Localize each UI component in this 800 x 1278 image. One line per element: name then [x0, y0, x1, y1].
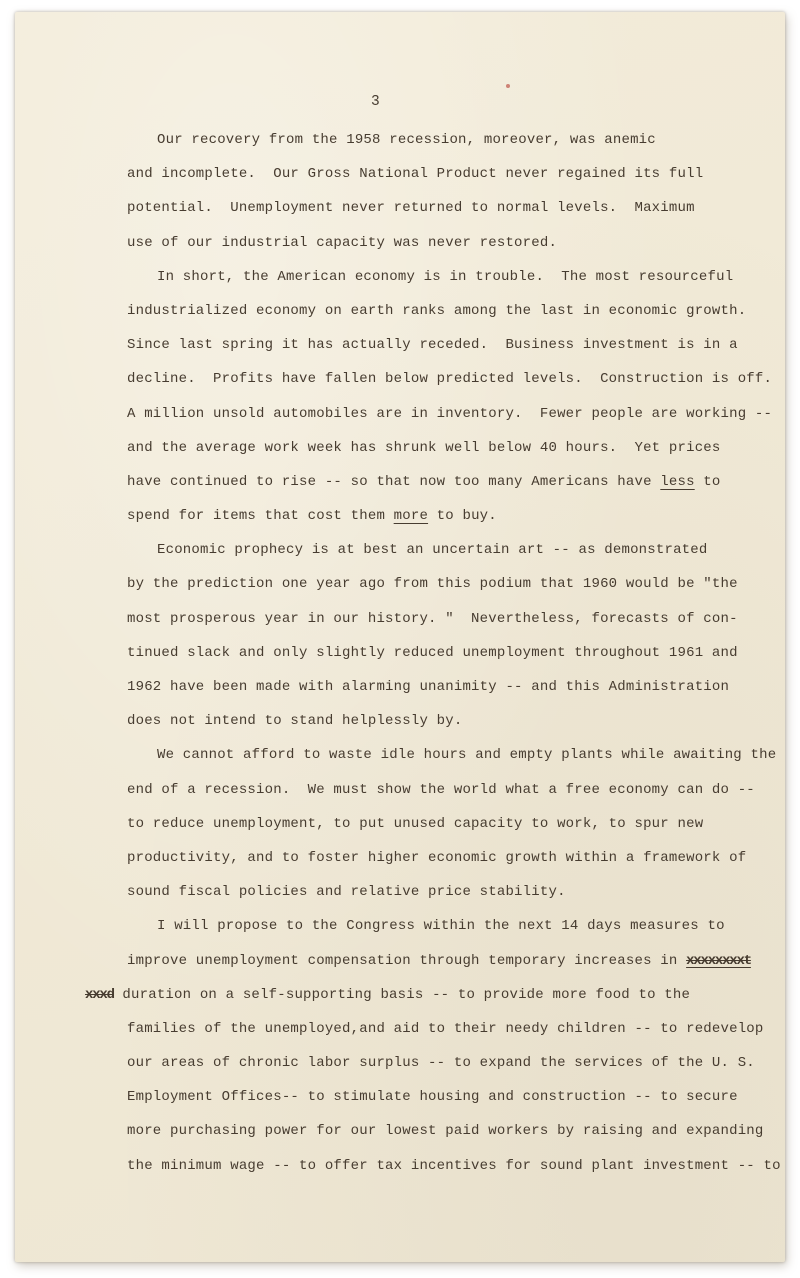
text-segment-overstrike: xxxd	[85, 986, 114, 1003]
text-segment: industrialized economy on earth ranks among the last in economic growth.	[127, 302, 747, 319]
text-segment: A million unsold automobiles are in inventory. Fewer people are working --	[127, 405, 773, 422]
text-line	[127, 191, 775, 225]
text-segment: and the average work week has shrunk well below 40 hours. Yet prices	[127, 439, 721, 456]
text-line	[85, 978, 775, 1012]
text-segment: potential. Unemployment never returned to normal levels. Maximum	[127, 200, 695, 217]
scanned-document-page	[15, 12, 785, 1262]
text-line	[127, 1080, 775, 1114]
text-line	[127, 909, 775, 943]
text-segment: We cannot afford to waste idle hours and empty plants while awaiting the	[157, 747, 777, 764]
text-segment: does not intend to stand helplessly by.	[127, 713, 463, 730]
text-segment: decline. Profits have fallen below predicted levels. Construction is off.	[127, 371, 773, 388]
text-segment: end of a recession. We must show the world what a free economy can do --	[127, 781, 755, 798]
page-number: 3	[371, 94, 380, 110]
text-segment: Employment Offices-- to stimulate housing and construction -- to secure	[127, 1089, 738, 1106]
text-line	[127, 636, 775, 670]
text-line	[127, 123, 775, 157]
text-line	[127, 602, 775, 636]
text-line	[127, 465, 775, 499]
text-segment: families of the unemployed,and aid to their needy children -- to redevelop	[127, 1020, 764, 1037]
text-line	[127, 362, 775, 396]
text-line	[127, 773, 775, 807]
text-segment: duration on a self-supporting basis -- to provide more food to the	[113, 986, 691, 1003]
text-line	[127, 260, 775, 294]
text-segment-underline: less	[660, 473, 695, 490]
text-line	[127, 1046, 775, 1080]
text-segment: I will propose to the Congress within the next 14 days measures to	[157, 918, 725, 935]
text-segment: more purchasing power for our lowest paid workers by raising and expanding	[127, 1123, 764, 1140]
text-segment: tinued slack and only slightly reduced unemployment throughout 1961 and	[127, 644, 738, 661]
text-segment: In short, the American economy is in trouble. The most resourceful	[157, 268, 734, 285]
text-segment: have continued to rise -- so that now too many Americans have	[127, 473, 661, 490]
text-segment: Since last spring it has actually receded. Business investment is in a	[127, 337, 738, 354]
document-body	[85, 123, 781, 1183]
text-line	[127, 1114, 775, 1148]
text-line	[127, 841, 775, 875]
text-line	[127, 738, 775, 772]
text-line	[127, 431, 775, 465]
text-segment: to	[694, 473, 721, 490]
text-line	[127, 294, 775, 328]
text-segment: most prosperous year in our history. " Nevertheless, forecasts of con-	[127, 610, 738, 627]
text-line	[127, 533, 775, 567]
text-segment: to reduce unemployment, to put unused capacity to work, to spur new	[127, 815, 704, 832]
text-line	[127, 944, 775, 978]
text-segment: Economic prophecy is at best an uncertain art -- as demonstrated	[157, 542, 708, 559]
text-segment: sound fiscal policies and relative price stability.	[127, 884, 566, 901]
text-segment: productivity, and to foster higher economic growth within a framework of	[127, 849, 747, 866]
text-line	[127, 670, 775, 704]
text-line	[127, 807, 775, 841]
text-segment: use of our industrial capacity was never restored.	[127, 234, 558, 251]
text-segment: improve unemployment compensation through temporary increases in	[127, 952, 687, 969]
text-line	[127, 1149, 781, 1183]
text-line	[127, 157, 775, 191]
text-segment: spend for items that cost them	[127, 508, 394, 525]
text-line	[127, 875, 775, 909]
text-segment: and incomplete. Our Gross National Product never regained its full	[127, 166, 704, 183]
text-line	[127, 226, 775, 260]
text-line	[127, 328, 775, 362]
text-line	[127, 704, 775, 738]
text-segment: by the prediction one year ago from this podium that 1960 would be "the	[127, 576, 738, 593]
text-line	[127, 567, 775, 601]
text-segment: Our recovery from the 1958 recession, moreover, was anemic	[157, 132, 656, 148]
paper-speck	[506, 84, 510, 88]
text-line	[127, 397, 775, 431]
text-segment: our areas of chronic labor surplus -- to expand the services of the U. S.	[127, 1055, 755, 1072]
text-line	[127, 1012, 775, 1046]
text-segment: 1962 have been made with alarming unanimity -- and this Administration	[127, 679, 730, 695]
text-segment: to buy.	[428, 508, 497, 525]
text-segment-underline: more	[393, 508, 429, 525]
text-line	[127, 499, 775, 533]
text-segment: the minimum wage -- to offer tax incentives for sound plant investment -- to	[127, 1157, 781, 1174]
text-segment-overstrike-underline: xxxxxxxxt	[686, 952, 751, 969]
